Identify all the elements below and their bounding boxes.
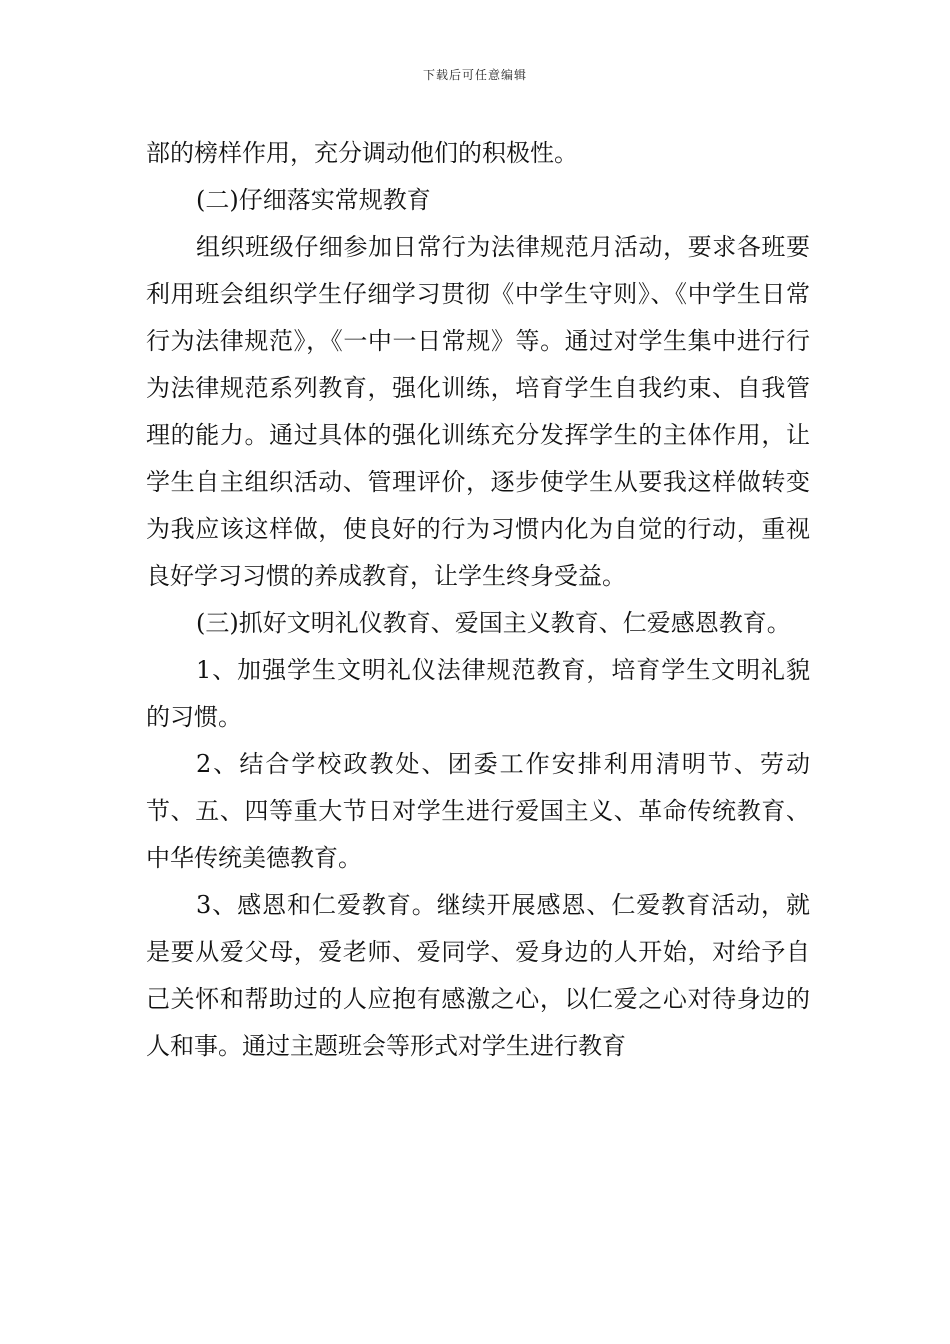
- list-item-3: 3、感恩和仁爱教育。继续开展感恩、仁爱教育活动，就是要从爱父母，爱老师、爱同学、爱身边的人开始，对给予自己关怀和帮助过的人应抱有感激之心，以仁爱之心对待身边的人和事。通过主题班会等形式对学生进行教育: [146, 891, 810, 1060]
- paragraph-1: 部的榜样作用，充分调动他们的积极性。: [146, 139, 578, 167]
- section-heading-3: (三)抓好文明礼仪教育、爱国主义教育、仁爱感恩教育。: [196, 609, 791, 637]
- list-item-2: 2、结合学校政教处、团委工作安排利用清明节、劳动节、五、四等重大节日对学生进行爱国主义、革命传统教育、中华传统美德教育。: [146, 750, 810, 872]
- document-body: [146, 130, 810, 1070]
- list-item-1: 1、加强学生文明礼仪法律规范教育，培育学生文明礼貌的习惯。: [146, 656, 810, 731]
- paragraph-3: 组织班级仔细参加日常行为法律规范月活动，要求各班要利用班会组织学生仔细学习贯彻《中学生守则》、《中学生日常行为法律规范》，《一中一日常规》等。通过对学生集中进行行为法律规范系列教育，强化训练，培育学生自我约束、自我管理的能力。通过具体的强化训练充分发挥学生的主体作用，让学生自主组织活动、管理评价，逐步使学生从要我这样做转变为我应该这样做，使良好的行为习惯内化为自觉的行动，重视良好学习习惯的养成教育，让学生终身受益。: [146, 233, 810, 590]
- section-heading-2: (二)仔细落实常规教育: [196, 186, 431, 214]
- page-header: 下载后可任意编辑: [422, 68, 527, 82]
